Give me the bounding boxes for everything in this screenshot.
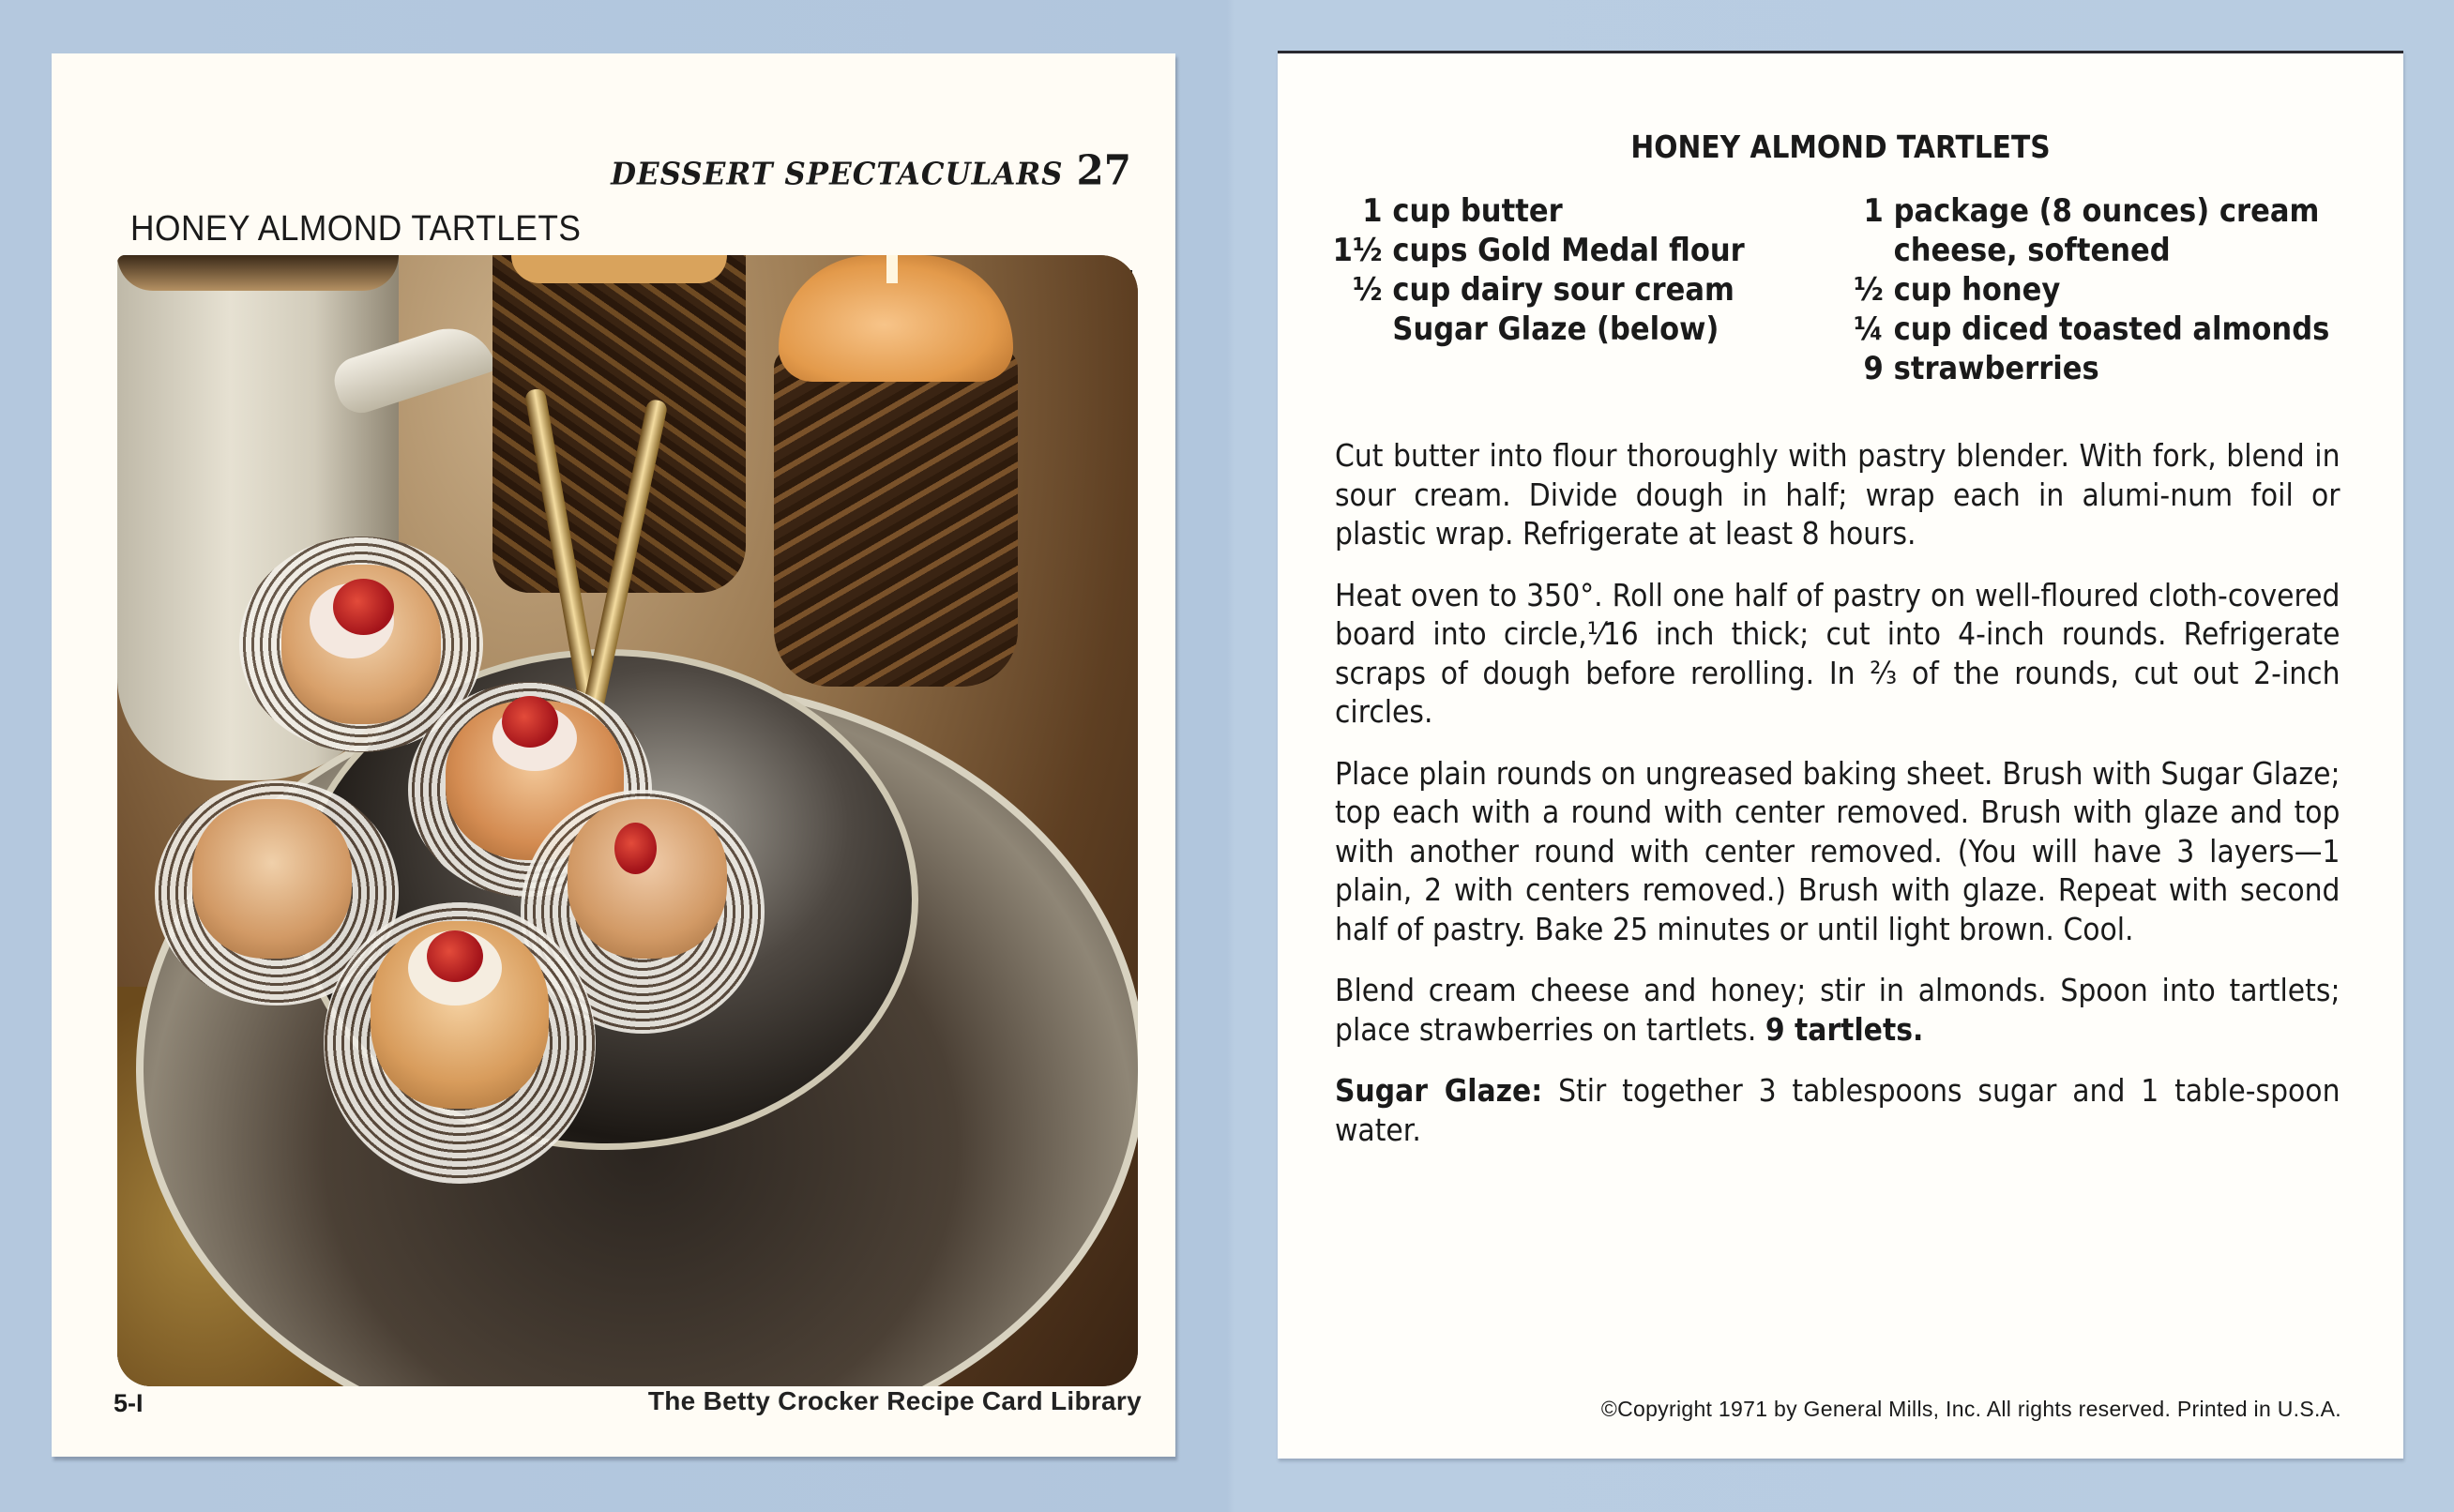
card-number: 27 — [1076, 145, 1131, 195]
direction-step — [1335, 971, 2340, 1049]
direction-text: Cut butter into flour thoroughly with pastry blender. With fork, blend in sour cream. Divide dough in half; wrap each in alumi-num foil or plastic wrap. Refrigerate at least 8 hours. — [1335, 437, 2340, 552]
ingredient-amount — [1320, 310, 1383, 349]
ingredient-name: cheese, softened — [1893, 232, 2171, 269]
sugar-glaze-label: Sugar Glaze: — [1335, 1072, 1543, 1109]
ingredient-amount: ½ — [1854, 271, 1884, 309]
ingredient-name: cup diced toasted almonds — [1893, 310, 2330, 348]
candle-holder — [774, 349, 1018, 687]
ingredient-amount: 1 — [1362, 192, 1383, 230]
recipe-title: HONEY ALMOND TARTLETS — [1630, 129, 2051, 165]
directions — [1335, 436, 2340, 1172]
direction-text: Heat oven to 350°. Roll one half of pastry on well-floured cloth-covered board into circle,⅟16 inch thick; cut into 4-inch rounds. Refrigerate scraps of dough before rerolling. In ⅔ of the rounds, cut out 2-inch circles. — [1335, 576, 2340, 730]
series-name: DESSERT SPECTACULARS — [611, 157, 1064, 193]
recipe-card-back — [1278, 51, 2403, 1459]
strawberry — [502, 696, 558, 748]
direction-step — [1335, 576, 2340, 732]
recipe-photo — [117, 255, 1138, 1386]
library-name: The Betty Crocker Recipe Card Library — [647, 1386, 1142, 1415]
ingredient-amount — [1831, 231, 1884, 270]
recipe-card-front — [52, 53, 1175, 1457]
card-code: 5-I — [114, 1389, 144, 1417]
ingredient-line — [1320, 231, 1745, 270]
ingredient-line — [1831, 191, 2329, 231]
ingredient-amount: 1 — [1863, 192, 1884, 230]
ingredient-line — [1320, 310, 1745, 349]
strawberry — [427, 930, 483, 982]
ingredient-name: Sugar Glaze (below) — [1392, 310, 1719, 348]
ingredient-name: cups Gold Medal flour — [1392, 232, 1745, 269]
ingredient-amount: ½ — [1352, 271, 1383, 309]
ingredient-line — [1831, 270, 2329, 310]
ingredient-name: cup honey — [1893, 271, 2061, 309]
tartlet — [192, 799, 352, 959]
strawberry — [333, 579, 394, 635]
ingredient-line — [1320, 191, 1745, 231]
direction-step — [1335, 754, 2340, 949]
ingredient-line — [1320, 270, 1745, 310]
recipe-title: HONEY ALMOND TARTLETS — [130, 209, 582, 249]
ingredient-name: package (8 ounces) cream — [1893, 192, 2320, 230]
ingredient-name: cup dairy sour cream — [1392, 271, 1734, 309]
ingredient-amount: 9 — [1863, 350, 1884, 387]
series-heading — [611, 146, 1131, 194]
direction-text: Stir together 3 tablespoons sugar and 1 table-spoon water. — [1335, 1072, 2340, 1148]
ingredient-amount: 1½ — [1332, 232, 1383, 269]
ingredient-line — [1831, 310, 2329, 349]
ingredient-name: strawberries — [1893, 350, 2099, 387]
ingredients-right-column — [1831, 191, 2385, 388]
direction-step — [1335, 1071, 2340, 1149]
ingredient-line — [1831, 349, 2329, 388]
ingredients-left-column — [1320, 191, 1792, 349]
ingredient-amount: ¼ — [1854, 310, 1884, 348]
ingredient-name: cup butter — [1392, 192, 1563, 230]
direction-text: Blend cream cheese and honey; stir in almonds. Spoon into tartlets; place strawberries on tartlets. — [1335, 972, 2340, 1048]
yield: 9 tartlets. — [1765, 1010, 1924, 1048]
copyright-notice: ©Copyright 1971 by General Mills, Inc. All rights reserved. Printed in U.S.A. — [1600, 1397, 2341, 1421]
direction-step — [1335, 436, 2340, 553]
ingredient-line — [1831, 231, 2329, 270]
direction-text: Place plain rounds on ungreased baking sheet. Brush with Sugar Glaze; top each with a round with center removed. Brush with glaze and top with another round with center removed. (You will have 3 layers—1 plain, 2 with centers removed.) Brush with glaze. Repeat with second half of pastry. Bake 25 minutes or until light brown. Cool. — [1335, 754, 2340, 947]
candle-wick — [886, 255, 898, 283]
tartlet — [568, 799, 727, 959]
strawberry — [614, 823, 657, 874]
